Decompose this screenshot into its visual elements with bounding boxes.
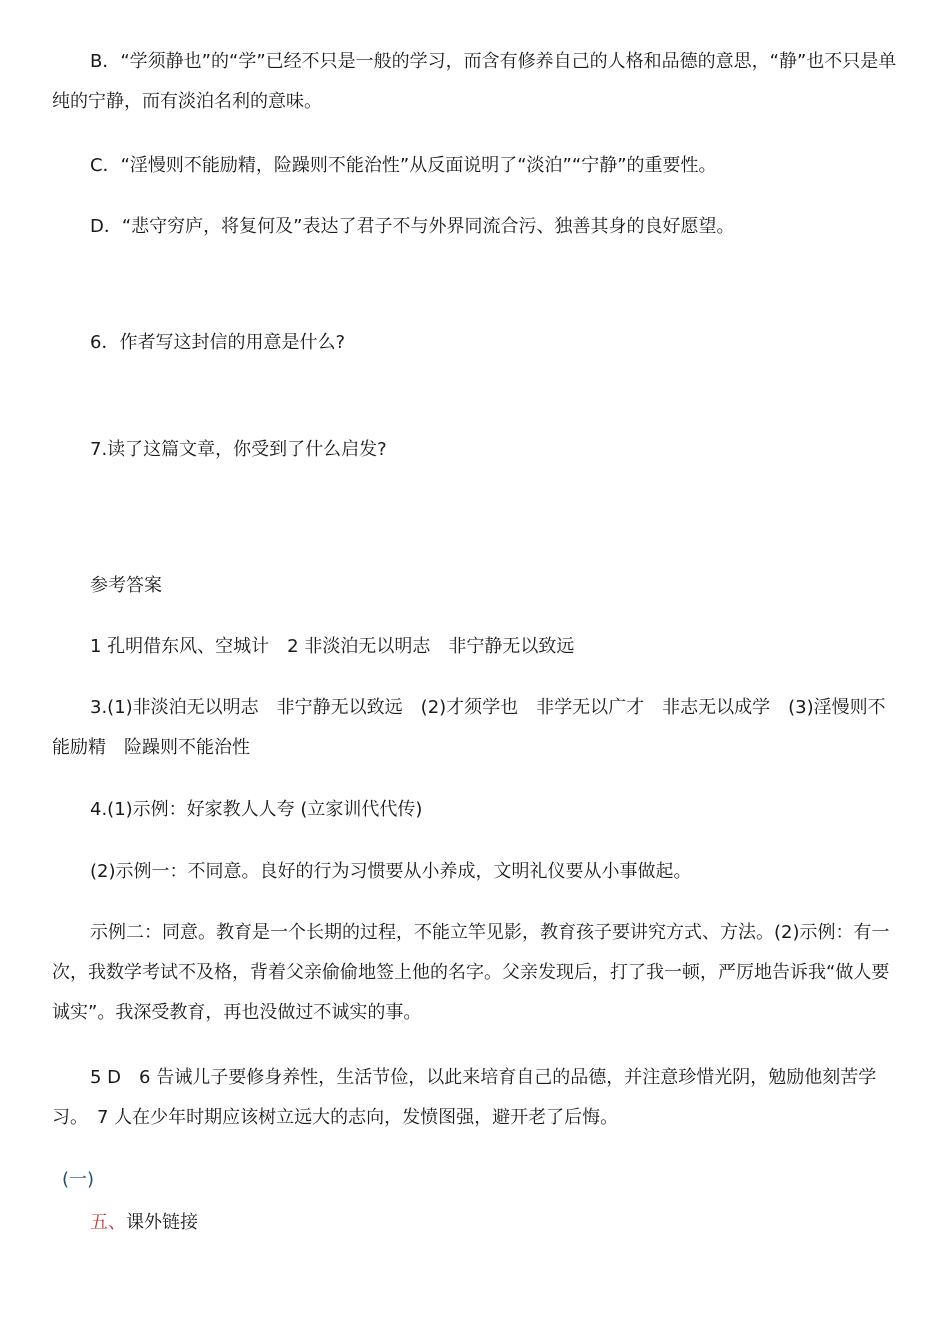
question-7: 7.读了这篇文章，你受到了什么启发? xyxy=(90,439,387,460)
answer-4-1: 4.(1)示例：好家教人人夸 (立家训代代传) xyxy=(90,799,423,820)
question-6: 6．作者写这封信的用意是什么? xyxy=(90,332,346,353)
section-5-heading xyxy=(90,1203,390,1243)
answer-5-7: 5 D 6 告诫儿子要修身养性，生活节俭，以此来培育自己的品德，并注意珍惜光阴，勉励他刻苦学习。 7 人在少年时期应该树立远大的志向，发愤图强，避开老了后悔。 xyxy=(52,1067,877,1128)
section-5-number: 五、 xyxy=(90,1212,126,1233)
section-marker: (一) xyxy=(62,1169,95,1190)
option-c: C．“淫慢则不能励精，险躁则不能治性”从反面说明了“淡泊”“宁静”的重要性。 xyxy=(90,155,717,176)
answer-1-2: 1 孔明借东风、空城计 2 非淡泊无以明志 非宁静无以致远 xyxy=(90,636,575,657)
answer-3: 3.(1)非淡泊无以明志 非宁静无以致远 (2)才须学也 非学无以广才 非志无以成学 (3)淫慢则不能励精 险躁则不能治性 xyxy=(52,697,886,758)
section-5-title: 课外链接 xyxy=(126,1212,198,1233)
option-d: D．“悲守穷庐，将复何及”表达了君子不与外界同流合污、独善其身的良好愿望。 xyxy=(90,216,735,237)
answer-4-3: 示例二：同意。教育是一个长期的过程，不能立竿见影，教育孩子要讲究方式、方法。(2)示例：有一次，我数学考试不及格，背着父亲偷偷地签上他的名字。父亲发现后，打了我一顿，严厉地告诉我“做人要诚实”。我深受教育，再也没做过不诚实的事。 xyxy=(52,922,890,1023)
answer-4-2: (2)示例一：不同意。良好的行为习惯要从小养成，文明礼仪要从小事做起。 xyxy=(90,861,692,882)
answers-heading: 参考答案 xyxy=(90,575,162,596)
option-b: B．“学须静也”的“学”已经不只是一般的学习，而含有修养自己的人格和品德的意思，“静”也不只是单纯的宁静，而有淡泊名利的意味。 xyxy=(52,51,897,112)
